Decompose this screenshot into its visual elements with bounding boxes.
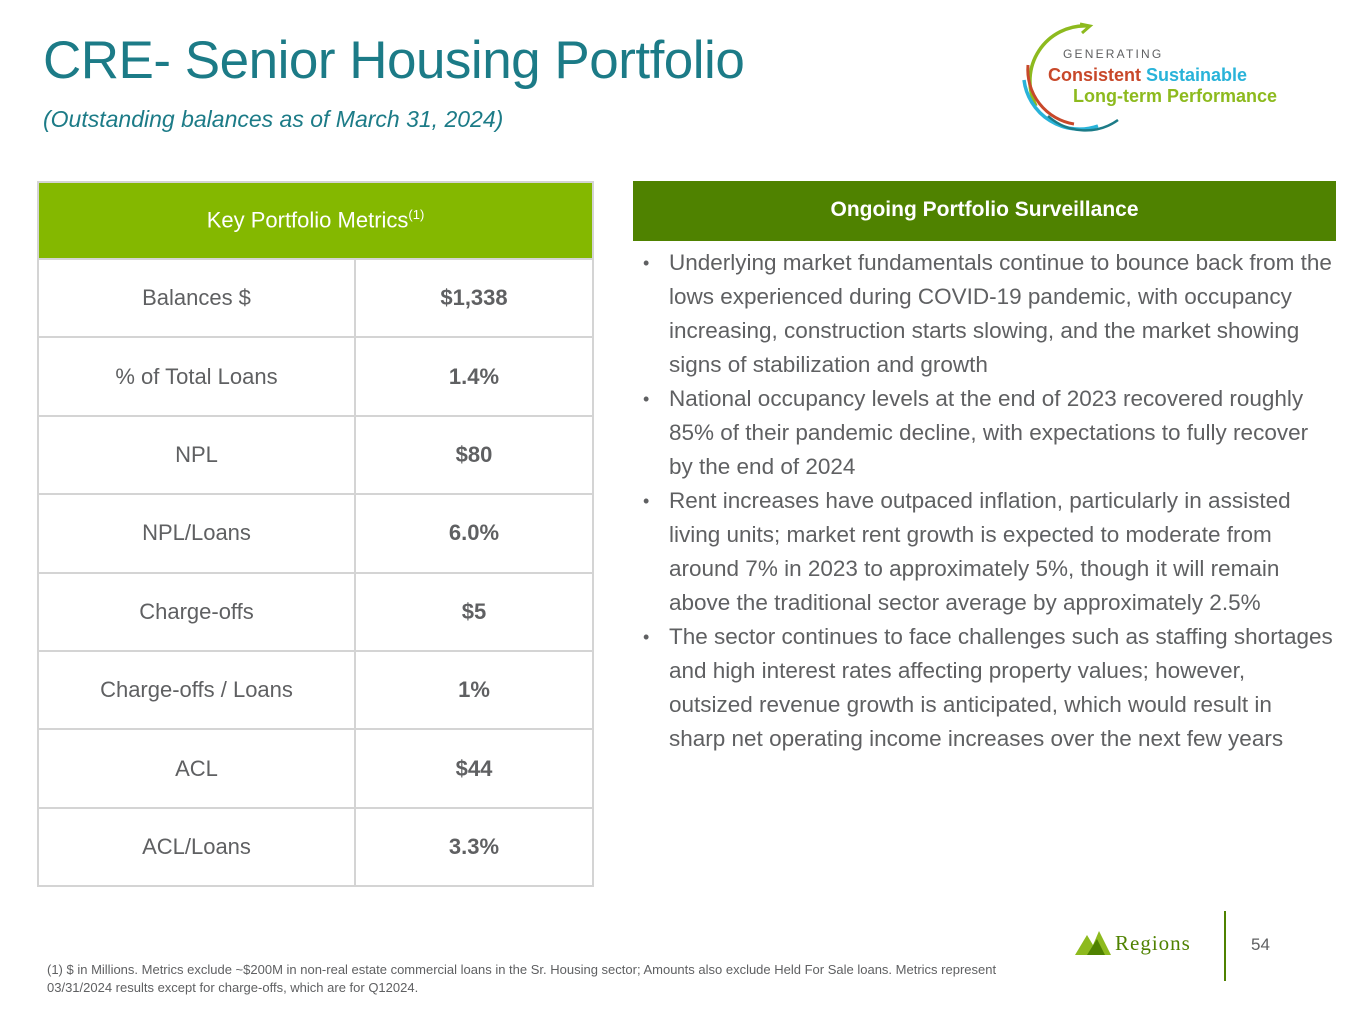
logo-sustainable-text: Sustainable: [1146, 65, 1248, 85]
metric-label: NPL/Loans: [38, 494, 355, 572]
metric-value: $44: [355, 729, 593, 807]
key-portfolio-metrics-table: [37, 181, 594, 887]
metric-value: 6.0%: [355, 494, 593, 572]
metric-value: $1,338: [355, 259, 593, 337]
metric-label: Charge-offs / Loans: [38, 651, 355, 729]
metrics-row: [38, 416, 593, 494]
bullet-marker: •: [643, 491, 650, 511]
bullet-text: The sector continues to face challenges such as staffing shortages and high interest rates affecting property values; however, outsized revenue growth is anticipated, which would result in sharp net operating income increases over the next few years: [669, 624, 1333, 751]
metric-label: ACL/Loans: [38, 808, 355, 886]
surveillance-bullet: [643, 382, 1333, 484]
regions-wordmark: Regions: [1115, 931, 1191, 955]
page-title: CRE- Senior Housing Portfolio: [43, 31, 745, 90]
metric-value: 3.3%: [355, 808, 593, 886]
metric-value: $80: [355, 416, 593, 494]
logo-consistent-text: Consistent: [1048, 65, 1142, 85]
metric-value: 1.4%: [355, 337, 593, 415]
regions-pyramid-icon: [1075, 929, 1111, 957]
footer-divider: [1224, 911, 1226, 981]
page-subtitle: (Outstanding balances as of March 31, 2024): [43, 106, 504, 132]
metrics-row: [38, 651, 593, 729]
metrics-header-footnote-ref: (1): [408, 207, 425, 223]
surveillance-bullet: [643, 620, 1333, 756]
surveillance-bullet: [643, 484, 1333, 620]
metrics-row: [38, 259, 593, 337]
bullet-text: Underlying market fundamentals continue to bounce back from the lows experienced during COVID-19 pandemic, with occupancy increasing, construction starts slowing, and the market showing signs of stabilization and growth: [669, 250, 1332, 377]
metric-label: Charge-offs: [38, 573, 355, 651]
metric-label: ACL: [38, 729, 355, 807]
metric-label: Balances $: [38, 259, 355, 337]
bullet-marker: •: [643, 389, 650, 409]
regions-brand-logo: [1075, 926, 1225, 962]
logo-line-1: [1048, 65, 1247, 86]
bullet-marker: •: [643, 253, 650, 273]
logo-long-term-text: Long-term Performance: [1073, 86, 1278, 106]
metrics-row: [38, 337, 593, 415]
bullet-text: Rent increases have outpaced inflation, particularly in assisted living units; market rent growth is expected to moderate from around 7% in 2023 to approximately 5%, though it will remain above the traditional sector average by approximately 2.5%: [669, 488, 1291, 615]
bullet-marker: •: [643, 627, 650, 647]
metric-value: 1%: [355, 651, 593, 729]
metrics-header: [38, 182, 593, 259]
metrics-row: [38, 808, 593, 886]
metric-label: NPL: [38, 416, 355, 494]
surveillance-bullet-list: [643, 246, 1333, 756]
metrics-row: [38, 573, 593, 651]
generating-performance-logo: [1018, 20, 1318, 132]
footnote: (1) $ in Millions. Metrics exclude ~$200M in non-real estate commercial loans in the Sr. Housing sector; Amounts also exclude Held For Sale loans. Metrics represent 03/31/2024 results except for charge-offs, which are for Q12024.: [47, 962, 997, 995]
bullet-text: National occupancy levels at the end of 2023 recovered roughly 85% of their pandemic decline, with expectations to fully recover by the end of 2024: [669, 386, 1309, 479]
metric-value: $5: [355, 573, 593, 651]
metrics-row: [38, 729, 593, 807]
metrics-header-label: Key Portfolio Metrics: [206, 207, 409, 233]
page-number: 54: [1251, 935, 1270, 954]
logo-generating-text: GENERATING: [1063, 47, 1164, 61]
surveillance-bullet: [643, 246, 1333, 382]
metric-label: % of Total Loans: [38, 337, 355, 415]
surveillance-header: Ongoing Portfolio Surveillance: [633, 181, 1336, 241]
metrics-row: [38, 494, 593, 572]
metrics-header-row: [38, 182, 593, 259]
